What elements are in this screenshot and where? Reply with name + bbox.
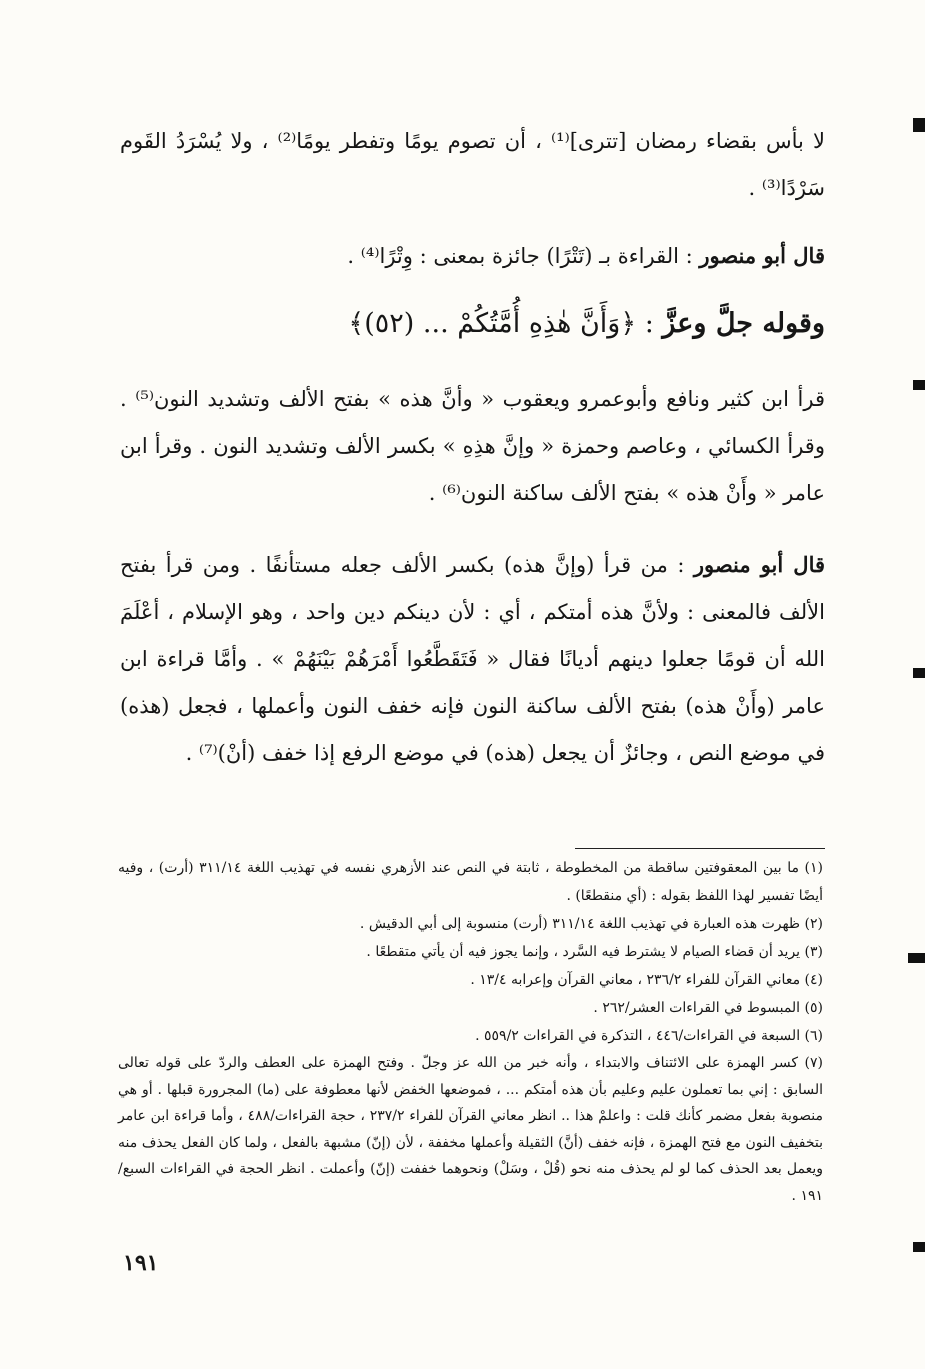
footnote-6: (٦) السبعة في القراءات/٤٤٦ ، التذكرة في القراءات ٥٥٩/٢ . (475, 1028, 823, 1044)
footnote-4: (٤) معاني القرآن للفراء ٢٣٦/٢ ، معاني القرآن وإعرابه ١٣/٤ . (470, 972, 823, 988)
verse-heading (120, 294, 825, 354)
verse-heading-label: وقوله جلَّ وعزَّ (662, 308, 825, 339)
footnote-3: (٣) يريد أن قضاء الصيام لا يشترط فيه السَّرد ، وإنما يجوز فيه أن يأتي متقطعًا . (366, 944, 823, 960)
speaker-label-2: قال أبو منصور (693, 552, 825, 577)
binding-mark-1 (913, 118, 925, 132)
paragraph-1: لا بأس بقضاء رمضان [تترى]⁽¹⁾ ، أن تصوم يومًا وتفطر يومًا⁽²⁾ ، ولا يُسْرَدُ القَوم سَرْدًا⁽³⁾ . (120, 129, 825, 200)
page-number: ١٩١ (123, 1250, 159, 1276)
footnote-2: (٢) ظهرت هذه العبارة في تهذيب اللغة ٣١١/١٤ (أرت) منسوبة إلى أبي الدقيش . (359, 916, 823, 932)
binding-mark-3 (913, 668, 925, 678)
paragraph-2 (120, 232, 825, 280)
speaker-label: قال أبو منصور (699, 243, 825, 268)
footnote-5: (٥) المبسوط في القراءات العشر/٢٦٢ . (593, 1000, 823, 1016)
verse-heading-text: : ﴿وَأَنَّ هٰذِهِ أُمَّتُكُمْ ... (٥٢)﴾ (348, 308, 663, 339)
paragraph-2-text: : القراءة بـ (تَتْرًا) جائزة بمعنى : وِتْرًا⁽⁴⁾ . (347, 244, 700, 268)
binding-mark-4 (908, 953, 925, 963)
paragraph-4-text: : من قرأ (وإنَّ هذه) بكسر الألف جعله مستأنفًا . ومن قرأ بفتح الألف فالمعنى : ولأنَّ هذه أمتكم ، أي : لأن دينكم دين واحد ، وهو الإسلام ، أعْلَمَ الله أن قومًا جعلوا دينهم أديانًا فقال « فَتَقَطَّعُوا أَمْرَهُمْ بَيْنَهُمْ » . وأمَّا قراءة ابن عامر (وأَنْ هذه) بفتح الألف ساكنة النون فإنه خفف النون وأعملها ، فجعل (هذه) في موضع النص ، وجائزٌ أن يجعل (هذه) في موضع الرفع إذا خفف (أنْ)⁽⁷⁾ . (120, 553, 825, 765)
binding-mark-5 (913, 1242, 925, 1252)
footnote-7: (٧) كسر الهمزة على الائتناف والابتداء ، وأنه خبر من الله عز وجلّ . وفتح الهمزة على العطف والردّ على قوله تعالى السابق : إني بما تعملون عليم وعليم بأن هذه أمتكم ... ، فموضعها الخفض لأنها معطوفة على (ما) المجرورة قبلها . أو هي منصوبة بفعل مضمر كأنك قلت : واعلمْ هذا .. انظر معاني القرآن للفراء ٢٣٧/٢ ، حجة القراءات/٤٨٨ ، وأما قراءة ابن عامر بتخفيف النون مع فتح الهمزة ، فإنه خفف (أنَّ) الثقيلة وأعملها مخففة ، لأن (إنّ) مشبهة بالفعل ، ولما كان الفعل يحذف منه ويعمل بعد الحذف كما لو لم يحذف منه نحو (قُلْ ، وسَلْ) ونحوهما خففت (إنّ) وأعملت . انظر الحجة في القراءات السبع/١٩١ . (118, 1055, 823, 1204)
footnote-divider (575, 848, 825, 849)
footnotes (118, 854, 823, 1209)
footnote-1: (١) ما بين المعقوفتين ساقطة من المخطوطة ، ثابتة في النص عند الأزهري نفسه في تهذيب اللغة ٣١١/١٤ (أرت) ، وفيه أيضًا تفسير لهذا اللفظ بقوله : (أي منقطعًا) . (118, 860, 823, 904)
main-text (120, 118, 825, 777)
paragraph-3: قرأ ابن كثير ونافع وأبوعمرو ويعقوب « وأنَّ هذه » بفتح الألف وتشديد النون⁽⁵⁾ . وقرأ الكسائي ، وعاصم وحمزة « وإنَّ هذِهِ » بكسر الألف وتشديد النون . وقرأ ابن عامر « وأَنْ هذه » بفتح الألف ساكنة النون⁽⁶⁾ . (120, 387, 825, 505)
binding-mark-2 (913, 380, 925, 390)
paragraph-4 (120, 541, 825, 777)
